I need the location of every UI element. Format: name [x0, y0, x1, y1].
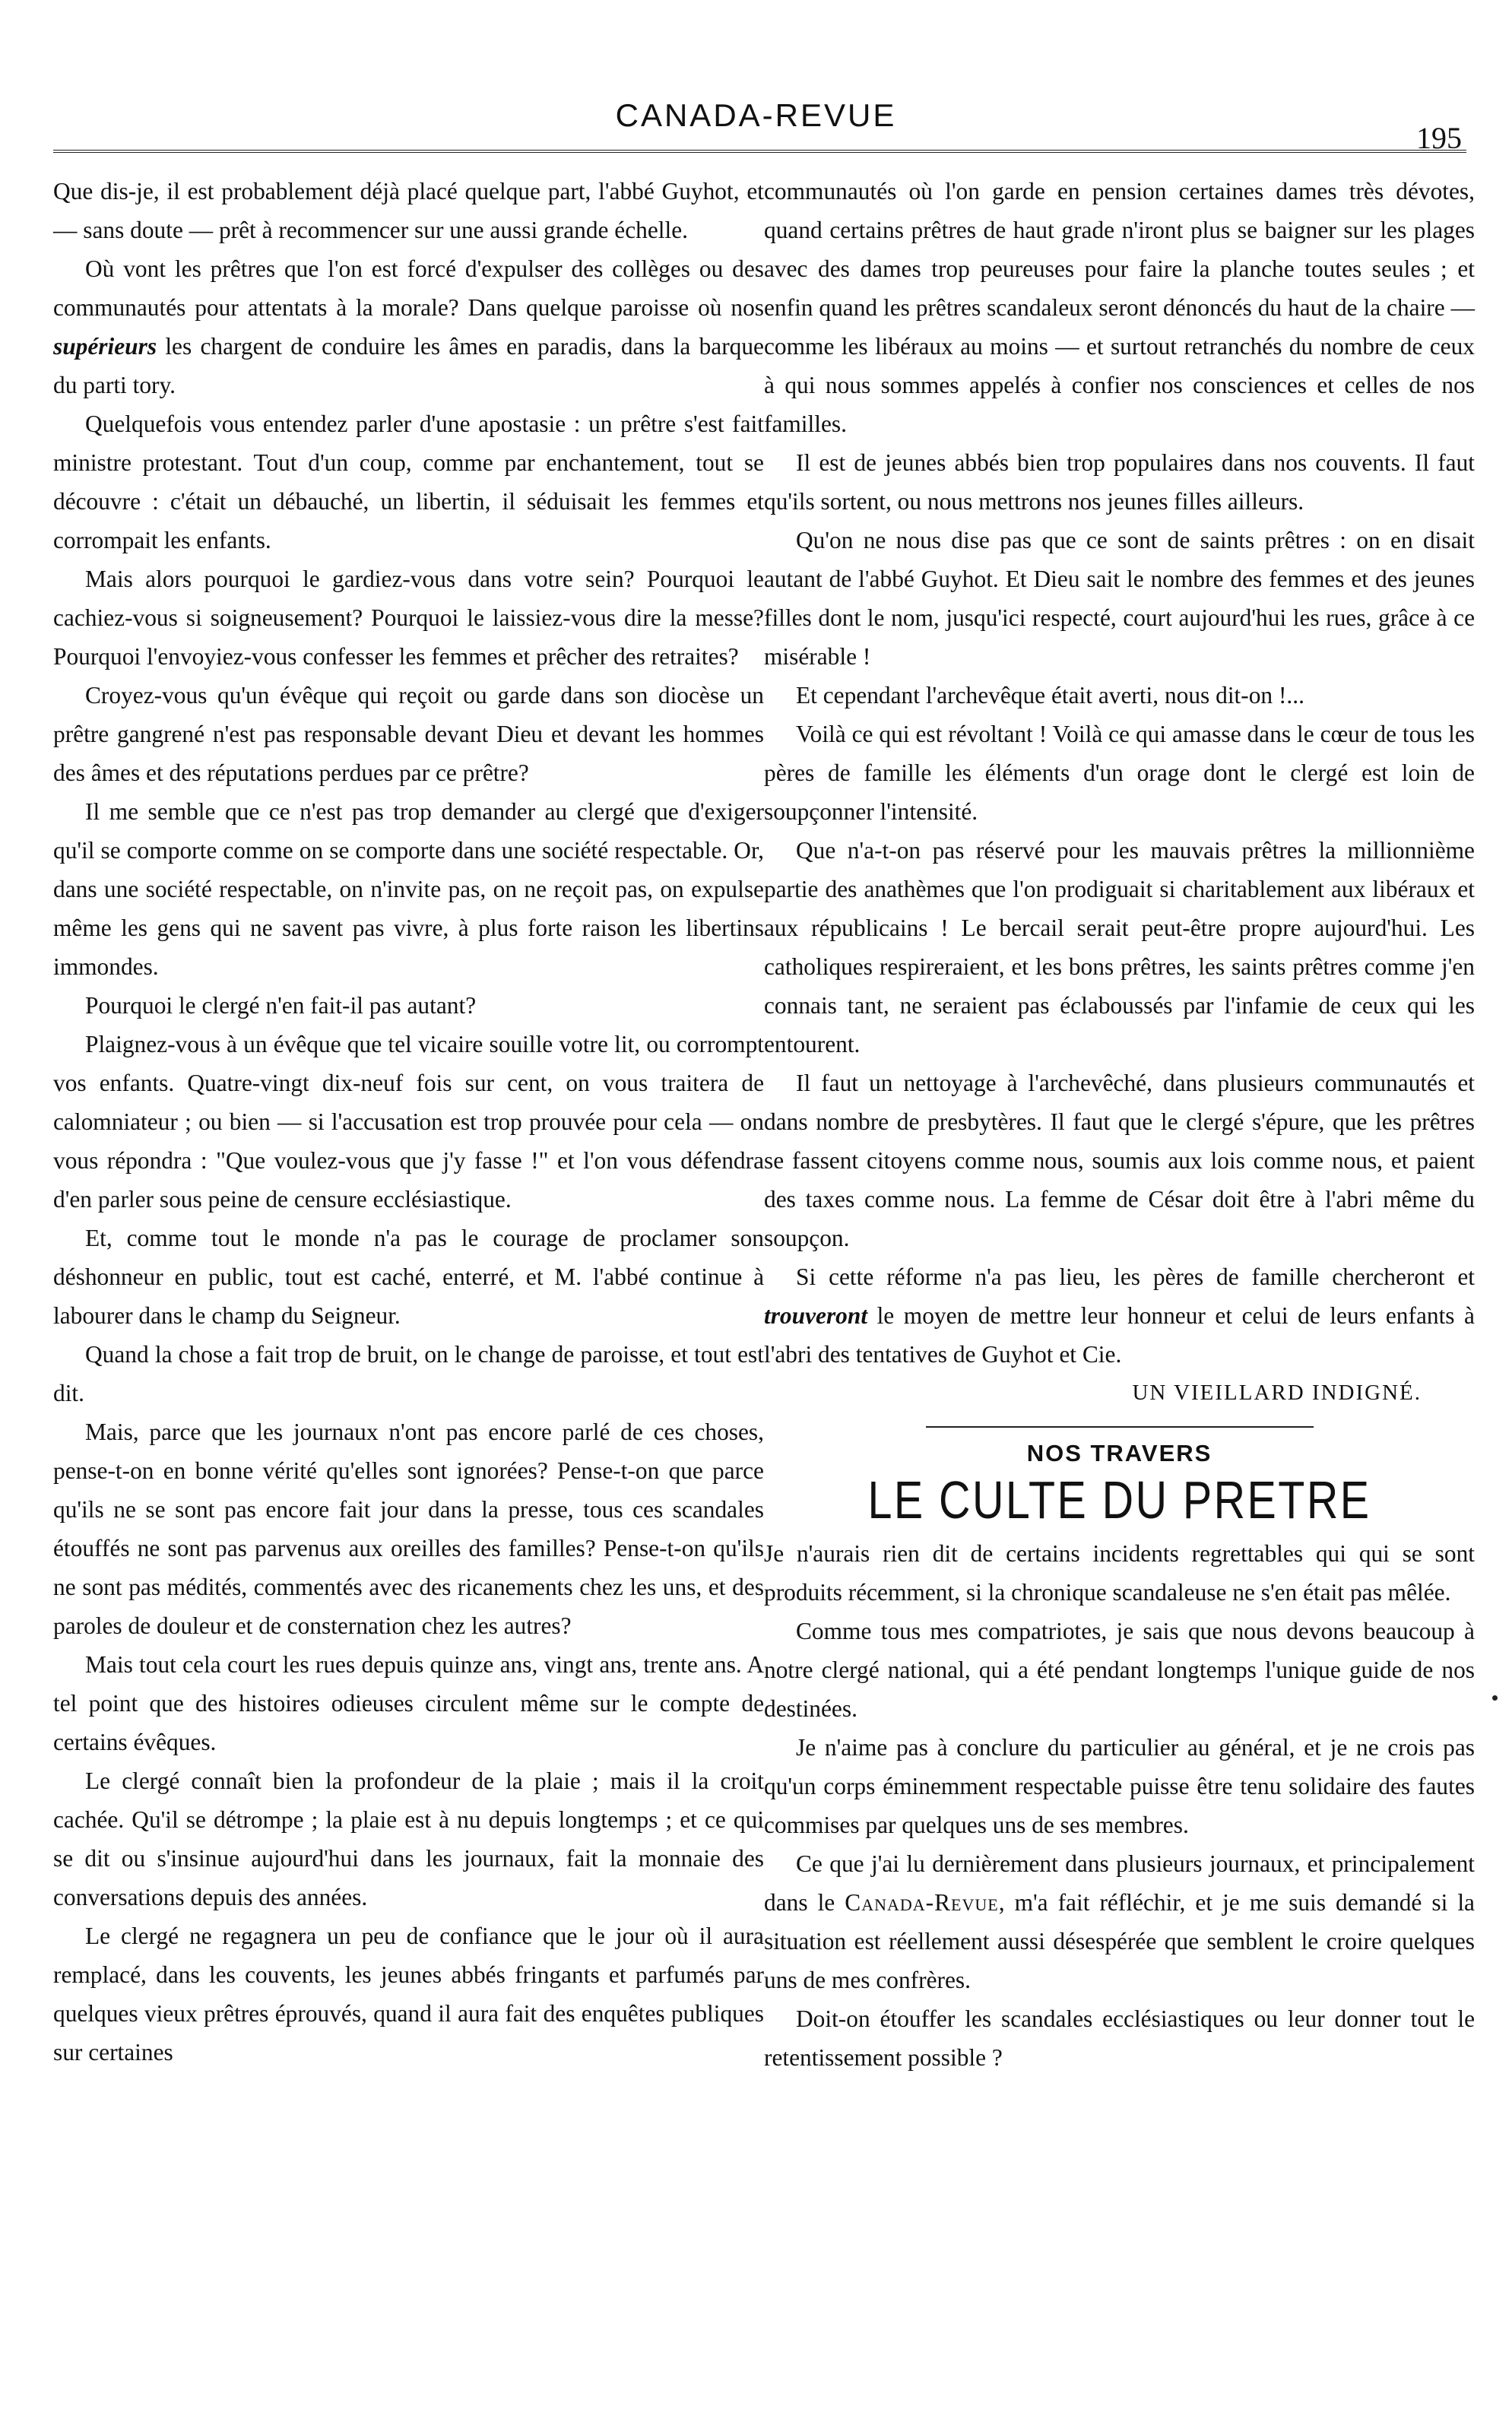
paragraph: [53, 676, 764, 792]
paragraph: [764, 443, 1475, 521]
paragraph: [764, 1844, 1475, 1999]
page-number: 195: [1416, 121, 1462, 155]
paragraph: [53, 986, 764, 1025]
text-run: Il est de jeunes abbés bien trop populaires dans nos couvents. Il faut qu'ils sortent, ou nous mettrons nos jeunes filles ailleurs.: [764, 449, 1475, 515]
paragraph: [53, 1219, 764, 1335]
text-run: communautés où l'on garde en pension certaines dames très dévotes, quand certains prêtres de haut grade n'iront plus se baigner sur les plages avec des dames trop peureuses pour faire la planche toutes seules ; et enfin quand les prêtres scandaleux seront dénoncés du haut de la chaire — comme les libéraux au moins — et surtout retranchés du nombre de ceux à qui nous sommes appelés à confier nos consciences et celles de nos familles.: [764, 178, 1475, 437]
text-run: Quelquefois vous entendez parler d'une apostasie : un prêtre s'est fait ministre protestant. Tout d'un coup, comme par enchantement, tout se découvre : c'était un débauché, un libertin, il séduisait les femmes et corrompait les enfants.: [53, 411, 764, 553]
paragraph: [764, 1999, 1475, 2077]
paragraph: [53, 1761, 764, 1916]
article-signature: UN VIEILLARD INDIGNÉ.: [1132, 1381, 1422, 1405]
section-kicker: NOS TRAVERS: [1026, 1440, 1212, 1466]
text-run: Et, comme tout le monde n'a pas le courage de proclamer son déshonneur en public, tout est caché, enterré, et M. l'abbé continue à labourer dans le champ du Seigneur.: [53, 1225, 764, 1329]
text-run: Que n'a-t-on pas réservé pour les mauvais prêtres la millionnième partie des anathèmes que l'on prodiguait si charitablement aux libéraux et aux républicains ! Le bercail serait peut-être propre aujourd'hui. Les catholiques respireraient, et les bons prêtres, les saints prêtres comme j'en connais tant, ne seraient pas éclaboussés par l'infamie de ceux qui les entourent.: [764, 837, 1475, 1057]
paragraph: [764, 1612, 1475, 1728]
text-run: Quand la chose a fait trop de bruit, on le change de paroisse, et tout est dit.: [53, 1341, 764, 1406]
right-column: [764, 172, 1475, 2077]
section-divider: [926, 1426, 1314, 1428]
text-run: Le clergé connaît bien la profondeur de la plaie ; mais il la croit cachée. Qu'il se détrompe ; la plaie est à nu depuis longtemps ; et ce qui se dit ou s'insinue aujourd'hui dans les journaux, fait la monnaie des conversations depuis des années.: [53, 1767, 764, 1910]
paragraph: [53, 1025, 764, 1219]
paragraph: [53, 1335, 764, 1412]
text-run: Doit-on étouffer les scandales ecclésiastiques ou leur donner tout le retentissement possible ?: [764, 2005, 1475, 2071]
article-headline: LE CULTE DU PRETRE: [867, 1470, 1371, 1530]
paragraph: [53, 1645, 764, 1761]
left-column: [53, 172, 764, 2072]
text-run: Si cette réforme n'a pas lieu, les pères de famille chercheront et: [796, 1263, 1475, 1290]
paragraph: [764, 1064, 1475, 1257]
text-run: Voilà ce qui est révoltant ! Voilà ce qui amasse dans le cœur de tous les pères de famille les éléments d'un orage dont le clergé est loin de soupçonner l'intensité.: [764, 721, 1475, 825]
text-run: , m'a fait réfléchir, et je me suis demandé si la situation est réellement aussi désespérée que semblent le croire quelques uns de mes confrères.: [764, 1889, 1475, 1993]
paragraph: [53, 172, 764, 249]
header-rule: [53, 150, 1466, 153]
emphasis-run: trouveront: [764, 1302, 868, 1329]
text-run: Il faut un nettoyage à l'archevêché, dans plusieurs communautés et dans nombre de presbytères. Il faut que le clergé s'épure, que les prêtres se fassent citoyens comme nous, soumis aux lois comme nous, et paient des taxes comme nous. La femme de César doit être à l'abri même du soupçon.: [764, 1070, 1475, 1251]
paragraph: [764, 172, 1475, 443]
text-run: Pourquoi le clergé n'en fait-il pas autant?: [85, 992, 477, 1019]
paragraph: [764, 1257, 1475, 1374]
text-run: Je n'aurais rien dit de certains incidents regrettables qui qui se sont produits récemment, si la chronique scandaleuse ne s'en était pas mêlée.: [764, 1540, 1475, 1606]
paragraph: [53, 1916, 764, 2072]
paragraph: [53, 1412, 764, 1645]
text-run: le moyen de mettre leur honneur et celui de leurs enfants à l'abri des tentatives de Guyhot et Cie.: [764, 1302, 1475, 1368]
text-run: les chargent de conduire les âmes en paradis, dans la barque du parti tory.: [53, 333, 764, 398]
text-run: Ce que j'ai lu dernièrement dans plusieurs journaux, et principalement dans le: [764, 1850, 1475, 1916]
text-run: Croyez-vous qu'un évêque qui reçoit ou garde dans son diocèse un prêtre gangrené n'est pas responsable devant Dieu et devant les hommes des âmes et des réputations perdues par ce prêtre?: [53, 682, 764, 786]
text-run: Le clergé ne regagnera un peu de confiance que le jour où il aura remplacé, dans les couvents, les jeunes abbés fringants et parfumés par quelques vieux prêtres éprouvés, quand il aura fait des enquêtes publiques sur certaines: [53, 1923, 764, 2066]
text-run: Où vont les prêtres que l'on est forcé d'expulser des collèges ou des communautés pour attentats à la morale? Dans quelque paroisse où nos: [53, 255, 764, 321]
margin-dot: [1492, 1695, 1498, 1701]
text-run: Plaignez-vous à un évêque que tel vicaire souille votre lit, ou corrompt vos enfants. Quatre-vingt dix-neuf fois sur cent, on vous traitera de calomniateur ; ou bien — si l'accusation est trop prouvée pour cela — on vous répondra : "Que voulez-vous que j'y fasse !" et l'on vous défendra d'en parler sous peine de censure ecclésiastique.: [53, 1031, 764, 1213]
paragraph: [764, 1728, 1475, 1844]
text-run: Mais tout cela court les rues depuis quinze ans, vingt ans, trente ans. A tel point que des histoires odieuses circulent même sur le compte de certains évêques.: [53, 1651, 764, 1755]
text-run: Mais alors pourquoi le gardiez-vous dans votre sein? Pourquoi le cachiez-vous si soigneusement? Pourquoi le laissiez-vous dire la messe? Pourquoi l'envoyiez-vous confesser les femmes et prêcher des retraites?: [53, 566, 764, 670]
paragraph: [764, 521, 1475, 676]
text-run: Comme tous mes compatriotes, je sais que nous devons beaucoup à notre clergé national, qui a été pendant longtemps l'unique guide de nos destinées.: [764, 1618, 1475, 1722]
paragraph: [764, 676, 1475, 715]
text-run: Il me semble que ce n'est pas trop demander au clergé que d'exiger qu'il se comporte comme on se comporte dans une société respectable. Or, dans une société respectable, on n'invite pas, on ne reçoit pas, on expulse même les gens qui ne savent pas vivre, à plus forte raison les libertins immondes.: [53, 798, 764, 980]
emphasis-run: supérieurs: [53, 333, 157, 360]
paragraph: [764, 831, 1475, 1064]
journal-title: CANADA-REVUE: [615, 97, 897, 133]
paragraph: [53, 560, 764, 676]
paragraph: [764, 715, 1475, 831]
text-run: Qu'on ne nous dise pas que ce sont de saints prêtres : on en disait autant de l'abbé Guyhot. Et Dieu sait le nombre des femmes et des jeunes filles dont le nom, jusqu'ici respecté, court aujourd'hui les rues, grâce à ce misérable !: [764, 527, 1475, 670]
text-run: Je n'aime pas à conclure du particulier au général, et je ne crois pas qu'un corps éminemment respectable puisse être tenu solidaire des fautes commises par quelques uns de ses membres.: [764, 1734, 1475, 1838]
paragraph: [764, 1534, 1475, 1612]
small-caps-run: Canada-Revue: [845, 1889, 999, 1916]
text-run: Et cependant l'archevêque était averti, nous dit-on !...: [796, 682, 1304, 709]
paragraph: [53, 792, 764, 986]
text-run: Que dis-je, il est probablement déjà placé quelque part, l'abbé Guyhot, et — sans doute — prêt à recommencer sur une aussi grande échelle.: [53, 178, 764, 243]
text-run: Mais, parce que les journaux n'ont pas encore parlé de ces choses, pense-t-on en bonne vérité qu'elles sont ignorées? Pense-t-on que parce qu'ils ne se sont pas encore fait jour dans la presse, tous ces scandales étouffés ne sont pas parvenus aux oreilles des familles? Pense-t-on qu'ils ne sont pas médités, commentés avec des ricanements chez les uns, et des paroles de douleur et de consternation chez les autres?: [53, 1419, 764, 1639]
paragraph: [53, 404, 764, 560]
paragraph: [53, 249, 764, 404]
